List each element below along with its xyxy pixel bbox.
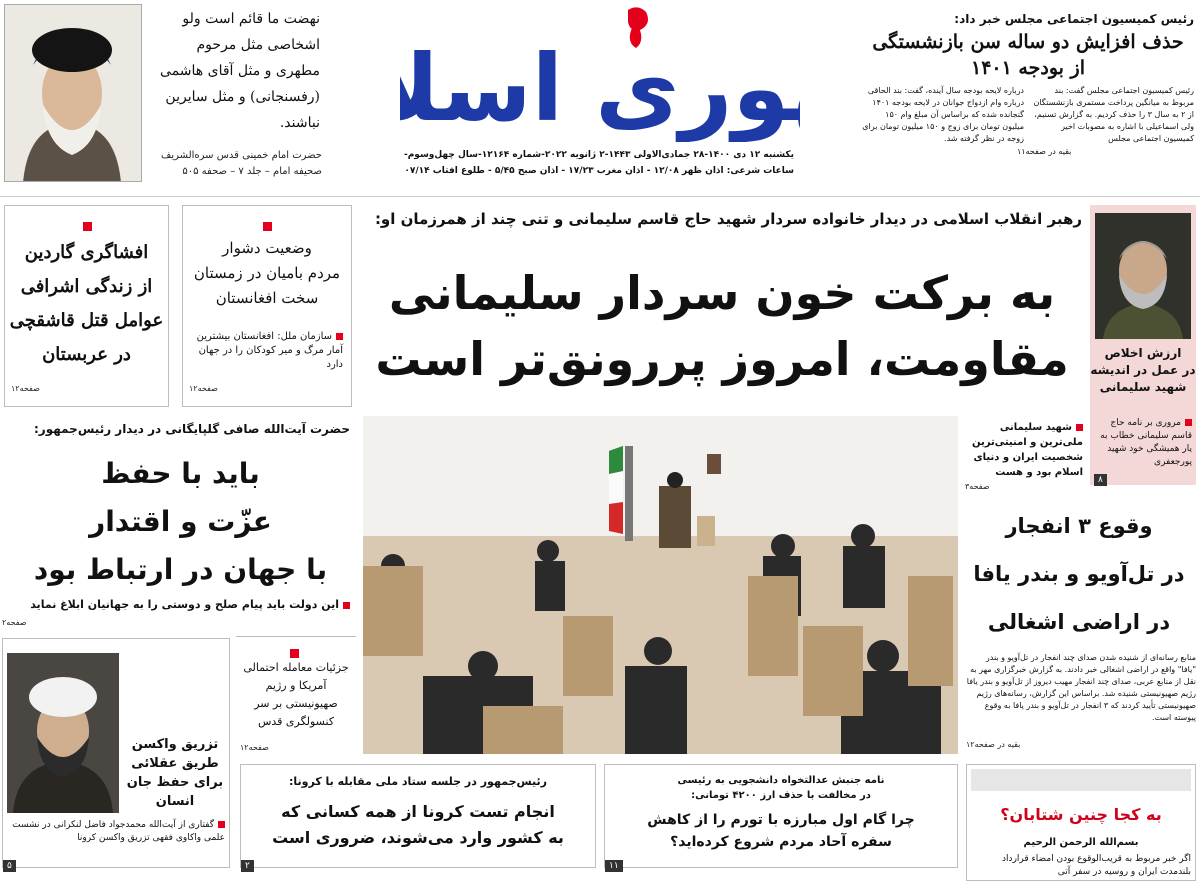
page-ref: صفحه۲	[2, 618, 27, 627]
story-body-col2: درباره لایحه بودجه سال آینده، گفت: بند الحاقی درباره وام ازدواج جوانان در لایحه بودجه ۱۴۰۱ گنجانده شده که براساس آن مبلغ وام ۱۵۰ میلیون تومان برای زوج و ۱۵۰ میلیون تومان برای زوجه در نظر گرفته شد.	[862, 86, 1024, 143]
continued-label: بقیه در صفحه۱۲	[966, 740, 1021, 749]
box-us-consulate[interactable]	[236, 636, 356, 756]
page-ref: صفحه۳	[965, 482, 990, 491]
photo-fazel-lankarani	[7, 653, 119, 813]
student-headline: چرا گام اول مبارزه با تورم را از کاهش سفره آحاد مردم شروع کرده‌اید؟	[647, 812, 915, 850]
masthead	[0, 0, 1200, 196]
box-khashoggi[interactable]	[4, 205, 169, 407]
box-editorial[interactable]	[966, 764, 1196, 881]
khashoggi-headline: افشاگری گاردین از زندگی اشرافی عوامل قتل قاشقچی در عربستان	[9, 242, 164, 365]
story-headline: حذف افزایش دو ساله سن بازنشستگی از بودجه ۱۴۰۱	[872, 31, 1184, 79]
left-story-kicker: حضرت آیت‌الله صافی گلپایگانی در دیدار رئیس‌جمهور:	[33, 422, 350, 436]
israel-body: منابع رسانه‌ای از شنیده شدن صدای چند انفجار در تل‌آویو و بندر "یافا" واقع در اراضی اشغالی خبر دادند. به گزارش خبرگزاری مهر به نقل از منابع عربی، صدای چند انفجار مهیب دیروز از تل‌آویو و بندر یافا رژیم صهیونیستی شنیده شد. براساس این گزارش، رسانه‌های رژیم صهیونیستی تأیید کردند که ۳ انفجار در تل‌آویو و بندر یافا به وقوع پیوسته است.	[966, 653, 1196, 722]
covid-headline: انجام تست کرونا از همه کسانی که به کشور وارد می‌شوند، ضروری است	[272, 802, 564, 847]
page-tag: ۸	[1094, 474, 1107, 486]
left-story-headline[interactable]: باید با حفظ عزّت و اقتدار با جهان در ارتباط بود	[33, 457, 328, 586]
sidebar-soleimani[interactable]	[1090, 205, 1196, 485]
page-ref: صفحه۱۲	[240, 743, 269, 752]
editorial-bismillah: بسم‌الله الرحمن الرحیم	[1023, 837, 1139, 848]
top-right-story[interactable]	[862, 12, 1194, 156]
page-ref: صفحه۱۲	[189, 384, 218, 393]
soleimani-caption[interactable]	[965, 420, 1083, 491]
main-photo-meeting	[363, 416, 958, 754]
box-afghanistan[interactable]	[182, 205, 352, 407]
left-story-sub: این دولت باید پیام صلح و دوستی را به جهانیان ابلاغ نماید	[20, 598, 350, 611]
us-story-text: جزئیات معامله احتمالی آمریکا و رژیم صهیونیستی بر سر کنسولگری قدس	[243, 661, 349, 728]
cleric-headline: تزریق واکسن طریق عقلائی برای حفظ جان انسان	[126, 737, 224, 809]
page-ref: صفحه۱۲	[11, 384, 40, 393]
page-tag: ۵	[3, 860, 16, 872]
covid-kicker: رئیس‌جمهور در جلسه ستاد ملی مقابله با کرونا:	[288, 775, 548, 788]
newspaper-logo	[400, 2, 800, 142]
student-kicker: نامه جنبش عدالتخواه دانشجویی به رئیسی در مخالفت با حذف ارز ۴۲۰۰ تومانی:	[677, 775, 885, 801]
date-line: یکشنبه ۱۲ دی ۱۴۰۰-۲۸ جمادی‌الاولی ۱۴۴۳-۲ ژانویه ۲۰۲۲-شماره ۱۲۱۶۴-سال چهل‌وسوم-	[404, 150, 794, 160]
editorial-banner	[971, 769, 1191, 791]
box-student-letter[interactable]	[604, 764, 958, 871]
box-cleric-vaccine[interactable]	[2, 638, 230, 871]
caption-text: شهید سلیمانی ملی‌ترین و امنیتی‌ترین شخصیت ایران و دنیای اسلام بود و هست	[971, 422, 1083, 478]
story-body-col1: رئیس کمیسیون اجتماعی مجلس گفت: بند مربوط به میانگین پرداخت مستمری بازنشستگان از ۲ به سال ۳ را حذف کردیم. به گزارش تسنیم، ولی اسماعیلی با اشاره به مصوبات اخیر کمیسیون اجتماعی مجلس	[1033, 86, 1194, 143]
red-marker	[263, 222, 272, 231]
photo-soleimani	[1095, 213, 1191, 339]
portrait-khomeini	[4, 4, 142, 182]
prayer-times: ساعات شرعی: اذان ظهر ۱۲/۰۸ - اذان مغرب ۱۷/۲۳ - اذان صبح ۵/۴۵ - طلوع آفتاب ۰۷/۱۴	[404, 166, 794, 176]
masthead-divider	[0, 196, 1200, 197]
logo-text: وری اسل	[406, 35, 791, 142]
lead-headline[interactable]: به برکت خون سردار سلیمانی مقاومت، امروز پررونق‌تر است	[375, 266, 1069, 386]
afghan-headline: وضعیت دشوار مردم بامیان در زمستان سخت افغانستان	[193, 239, 341, 307]
page-tag: ۱۱	[605, 860, 623, 872]
cleric-sub: گفتاری از آیت‌الله محمدجواد فاضل لنکرانی در نشست علمی واکاوی فقهی تزریق واکسن کرونا	[12, 820, 225, 843]
lead-kicker: رهبر انقلاب اسلامی در دیدار خانواده سردار شهید حاج قاسم سلیمانی و تنی چند از همرزمان او:	[374, 210, 1082, 228]
afghan-sub: سازمان ملل: افغانستان بیشترین آمار مرگ و میر کودکان را در جهان دارد	[196, 331, 343, 370]
editorial-body: اگر خبر مربوط به قریب‌الوقوع بودن امضاء قرارداد بلندمدت ایران و روسیه در سفر آتی	[1002, 854, 1191, 877]
red-marker	[290, 649, 299, 658]
masthead-quote: نهضت ما قائم است ولو اشخاصی مثل مرحوم مطهری و مثل آقای هاشمی (رفسنجانی) و مثل سایرین نباشند.	[160, 11, 320, 131]
red-marker	[83, 222, 92, 231]
quote-source: حضرت امام خمینی قدس سره‌الشریف صحیفه امام – جلد ۷ – صحفه ۵۰۵	[161, 150, 322, 177]
editorial-title: به کجا چنین شتابان؟	[1000, 805, 1162, 824]
sidebar-sub: مروری بر نامه حاج قاسم سلیمانی خطاب به یار همیشگی خود شهید پورجعفری	[1100, 418, 1192, 467]
continued-label: بقیه در صفحه۱۱	[1017, 147, 1072, 156]
sidebar-title: ارزش اخلاص در عمل در اندیشه شهید سلیمانی	[1090, 346, 1196, 394]
story-kicker: رئیس کمیسیون اجتماعی مجلس خبر داد:	[954, 12, 1194, 26]
page-tag: ۲	[241, 860, 254, 872]
israel-headline[interactable]: وقوع ۳ انفجار در تل‌آویو و بندر یافا در اراضی اشغالی	[973, 514, 1185, 634]
box-covid-test[interactable]	[240, 764, 596, 871]
